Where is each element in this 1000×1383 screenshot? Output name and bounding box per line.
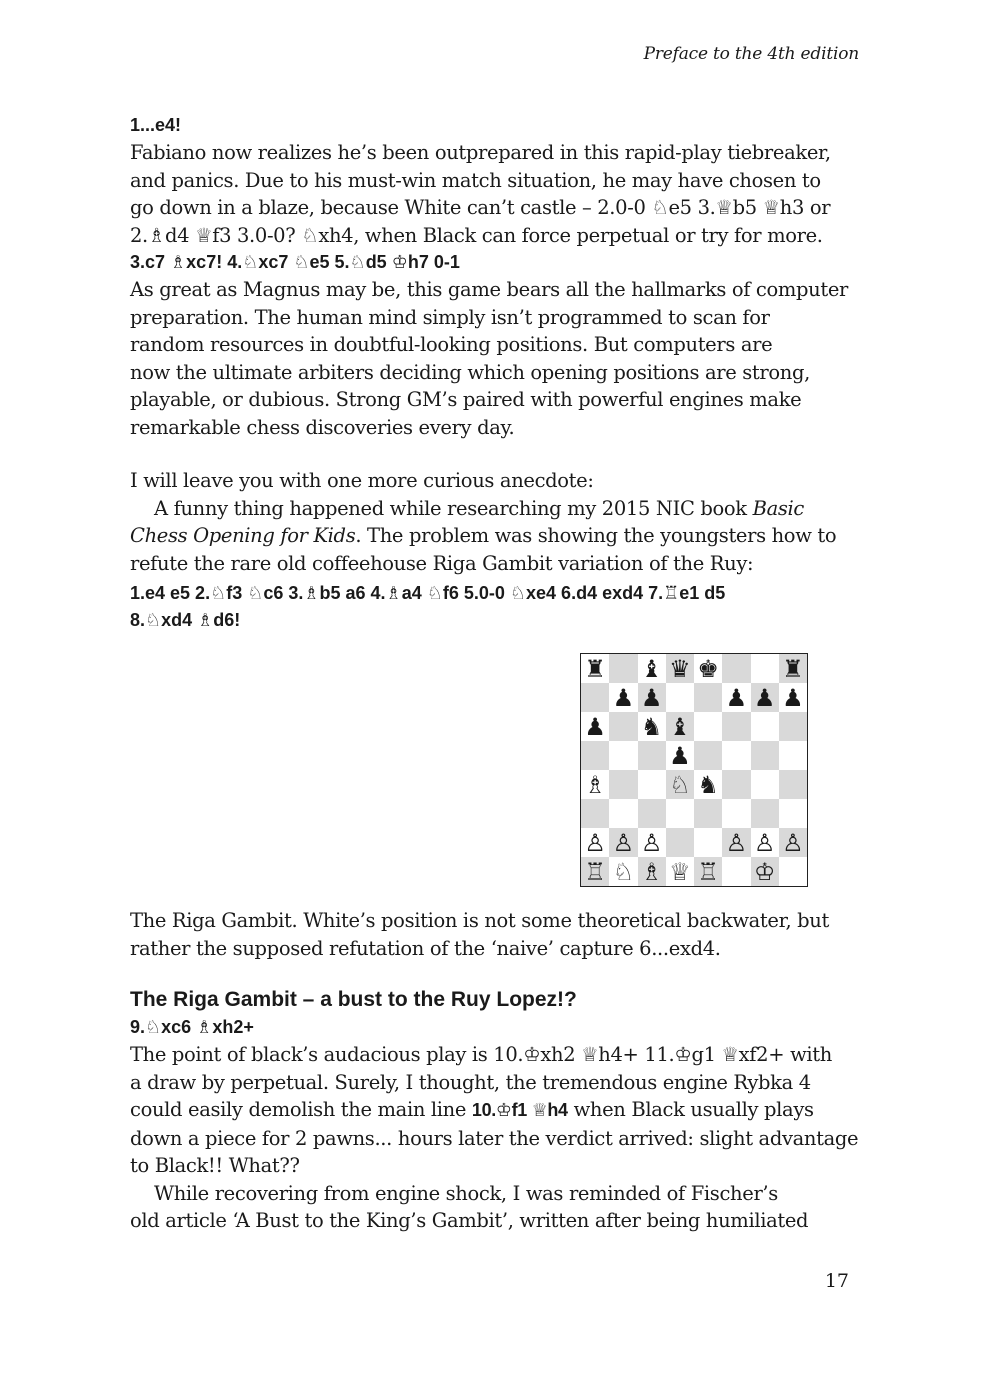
square-b3 [609,799,637,828]
square-e8: ♚ [694,654,722,683]
square-f8 [722,654,750,683]
section-heading: The Riga Gambit – a bust to the Ruy Lopez!? [130,988,577,1011]
square-g8 [751,654,779,683]
square-h2: ♙ [779,828,807,857]
square-f5 [722,741,750,770]
square-d1: ♕ [666,857,694,886]
square-e2 [694,828,722,857]
square-b6 [609,712,637,741]
square-f3 [722,799,750,828]
square-d3 [666,799,694,828]
square-h4 [779,770,807,799]
square-e3 [694,799,722,828]
square-b2: ♙ [609,828,637,857]
square-c8: ♝ [638,654,666,683]
square-a5 [581,741,609,770]
square-b1: ♘ [609,857,637,886]
square-h8: ♜ [779,654,807,683]
square-a1: ♖ [581,857,609,886]
square-a6: ♟ [581,712,609,741]
square-d8: ♛ [666,654,694,683]
square-d7 [666,683,694,712]
square-a2: ♙ [581,828,609,857]
square-d4: ♘ [666,770,694,799]
square-c4 [638,770,666,799]
square-f6 [722,712,750,741]
square-h5 [779,741,807,770]
square-d2 [666,828,694,857]
square-g4 [751,770,779,799]
square-e7 [694,683,722,712]
square-d6: ♝ [666,712,694,741]
chess-board [580,653,808,887]
text-span: The point of black’s audacious play is 10.♔xh2 ♕h4+ 11.♔g1 ♕xf2+ with a draw by perpetual. Surely, I thought, the tremendous engine Rybka 4 could easily demolish the main line [130,1043,832,1121]
square-g5 [751,741,779,770]
diagram-caption [130,907,870,962]
section-text [130,1041,870,1180]
square-a8: ♜ [581,654,609,683]
section-text-continued: While recovering from engine shock, I was reminded of Fischer’s old article ‘A Bust to the King’s Gambit’, written after being humiliated [130,1181,809,1232]
square-e1: ♖ [694,857,722,886]
section [130,986,870,1235]
square-e6 [694,712,722,741]
move-line: 9.♘xc6 ♗xh2+ [130,1017,254,1037]
anecdote-text [130,495,870,578]
square-h1 [779,857,807,886]
square-a3 [581,799,609,828]
text-span: when Black usually plays down a piece for 2 pawns... hours later the verdict arrived: slight advantage to Black!! What?? [130,1098,859,1177]
move-line: 3.c7 ♗xc7! 4.♘xc7 ♘e5 5.♘d5 ♔h7 0-1 [130,252,460,272]
caption-text: The Riga Gambit. White’s position is not some theoretical backwater, but rather the supposed refutation of the ‘naive’ capture 6...exd4. [130,909,829,960]
text-span: A funny thing happened while researching my 2015 NIC book [154,496,753,520]
paragraph-3 [130,467,870,634]
book-title: Basic Chess Opening for Kids [130,496,804,547]
square-g3 [751,799,779,828]
square-c1: ♗ [638,857,666,886]
square-a4: ♗ [581,770,609,799]
square-e5 [694,741,722,770]
move-line: 1.e4 e5 2.♘f3 ♘c6 3.♗b5 a6 4.♗a4 ♘f6 5.0-0 ♘xe4 6.d4 exd4 7.♖e1 d5 [130,583,726,603]
square-d5: ♟ [666,741,694,770]
square-f1 [722,857,750,886]
square-c5 [638,741,666,770]
running-head: Preface to the 4th edition [643,44,859,64]
square-f7: ♟ [722,683,750,712]
square-c2: ♙ [638,828,666,857]
square-f4 [722,770,750,799]
square-b5 [609,741,637,770]
move-line: 8.♘xd4 ♗d6! [130,610,241,630]
square-e4: ♞ [694,770,722,799]
page-number: 17 [824,1270,849,1292]
square-f2: ♙ [722,828,750,857]
square-c3 [638,799,666,828]
paragraph-text: As great as Magnus may be, this game bears all the hallmarks of computer preparation. The human mind simply isn’t programmed to scan for random resources in doubtful-looking positions. But computers are now the ultimate arbiters deciding which opening positions are strong, playable, or dubious. Strong GM’s paired with powerful engines make remarkable chess discoveries every day. [130,278,849,439]
paragraph-text: Fabiano now realizes he’s been outprepared in this rapid-play tiebreaker, and panics. Due to his must-win match situation, he may have chosen to go down in a blaze, because White can’t castle – 2.0-0 ♘e5 3.♕b5 ♕h3 or 2.♗d4 ♕f3 3.0-0? ♘xh4, when Black can force perpetual or try for more. [130,141,831,247]
square-g6 [751,712,779,741]
text-span: . The problem was showing the youngsters how to refute the rare old coffeehouse Riga Gambit variation of the Ruy: [130,524,837,575]
paragraph-1 [130,112,870,249]
square-h3 [779,799,807,828]
square-g7: ♟ [751,683,779,712]
square-g2: ♙ [751,828,779,857]
square-a7 [581,683,609,712]
square-g1: ♔ [751,857,779,886]
square-b7: ♟ [609,683,637,712]
inline-moves: 10.♔f1 ♕h4 [471,1100,568,1120]
paragraph-2 [130,249,870,441]
square-h7: ♟ [779,683,807,712]
move-line: 1...e4! [130,115,182,135]
square-h6 [779,712,807,741]
square-b8 [609,654,637,683]
square-c7: ♟ [638,683,666,712]
intro-text: I will leave you with one more curious anecdote: [130,469,594,492]
square-c6: ♞ [638,712,666,741]
square-b4 [609,770,637,799]
